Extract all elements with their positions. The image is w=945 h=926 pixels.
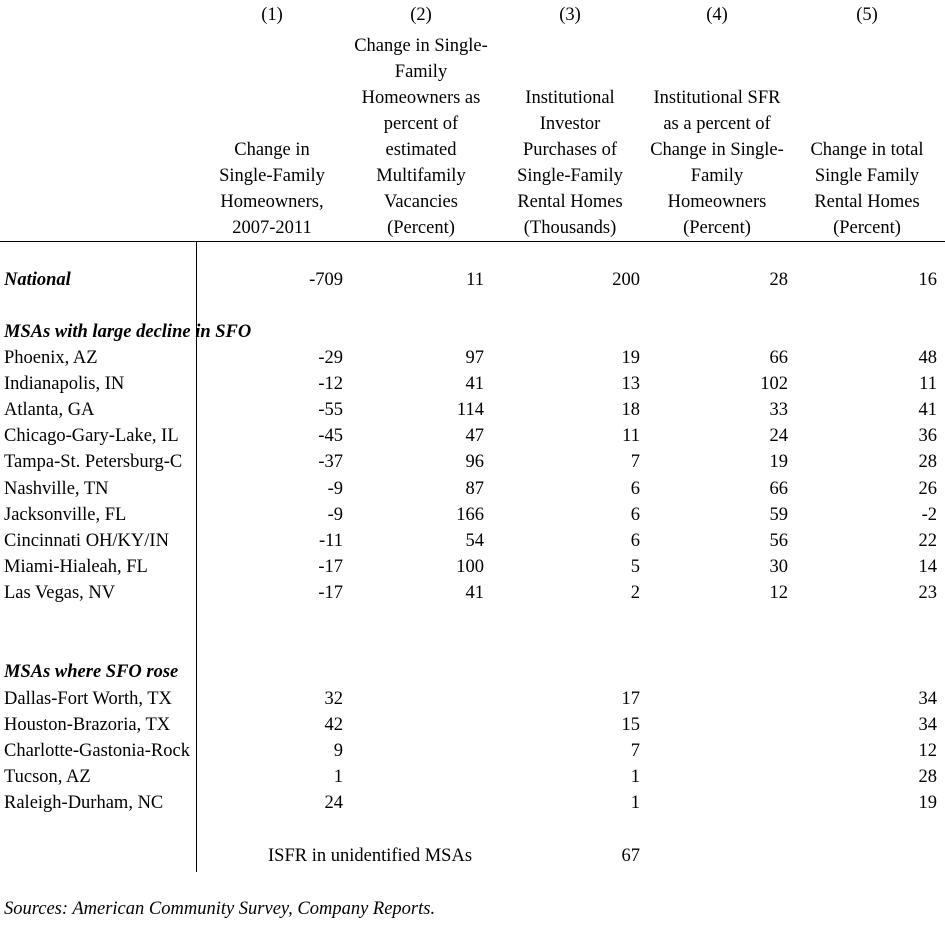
header-line: Change in total — [810, 140, 924, 160]
header-line: Investor — [539, 114, 601, 134]
row-label: Phoenix, AZ — [4, 348, 98, 368]
table-cell-col3: 2 — [630, 582, 640, 603]
table-cell-col1: -12 — [318, 374, 343, 395]
col-header-2 — [341, 33, 501, 241]
table-cell-col5: 34 — [918, 715, 937, 736]
table-cell-col5: -2 — [921, 504, 937, 525]
header-line: (Percent) — [683, 218, 751, 238]
table-cell-col2: 96 — [465, 452, 484, 473]
table-cell-col4: 66 — [769, 478, 788, 499]
row-label: Jacksonville, FL — [4, 504, 127, 525]
table-cell-col5: 14 — [918, 556, 937, 577]
table-cell-col2: 100 — [456, 556, 484, 577]
row-label: Las Vegas, NV — [4, 582, 116, 603]
col-number-4: (4) — [706, 5, 728, 25]
table-cell-col5: 23 — [918, 582, 937, 603]
table-cell-col3: 1 — [630, 793, 640, 814]
table-cell-col1: -29 — [318, 348, 343, 368]
header-rule — [0, 241, 945, 242]
table-cell-col4: 12 — [769, 582, 788, 603]
row-label: Houston-Brazoria, TX — [4, 715, 171, 736]
table-cell-col2: 166 — [456, 504, 484, 525]
table-cell-col3: 18 — [621, 400, 640, 421]
table-cell-col2: 41 — [465, 374, 484, 395]
table-cell-col4: 59 — [769, 504, 788, 525]
table-cell-col2: 47 — [465, 426, 484, 447]
col-header-1 — [192, 137, 352, 241]
table-cell-col5: 41 — [918, 400, 937, 421]
row-label: Nashville, TN — [4, 478, 109, 499]
sources-note: Sources: American Community Survey, Company Reports. — [4, 899, 436, 919]
col-number-5: (5) — [856, 5, 878, 25]
header-line: as a percent of — [663, 114, 771, 134]
table-cell-col3: 19 — [621, 348, 640, 368]
header-line: Vacancies — [384, 192, 458, 212]
table-cell-col1: -9 — [327, 478, 343, 499]
table-cell-col5: 28 — [918, 452, 937, 473]
table-cell-col4: 33 — [769, 400, 788, 421]
table-cell-col3: 5 — [630, 556, 640, 577]
header-line: Change in Single- — [650, 140, 784, 160]
table-cell-col5: 12 — [918, 741, 937, 762]
header-line: Homeowners — [667, 192, 767, 212]
header-line: Homeowners, — [220, 192, 324, 212]
table-cell-col3: 6 — [630, 530, 640, 551]
header-line: Institutional — [525, 88, 615, 108]
header-line: estimated — [385, 140, 457, 160]
row-label: Tucson, AZ — [4, 767, 91, 788]
table-cell-col1: 1 — [333, 767, 343, 788]
header-line: Family — [690, 166, 744, 186]
table-cell-col5: 28 — [918, 767, 937, 788]
row-label: Charlotte-Gastonia-Rock — [4, 741, 190, 762]
national-col3: 200 — [612, 270, 640, 290]
header-line: Homeowners as — [361, 88, 481, 108]
table-cell-col4: 30 — [769, 556, 788, 577]
table-cell-col3: 7 — [630, 741, 640, 762]
table-cell-col3: 7 — [630, 452, 640, 473]
table-cell-col1: -9 — [327, 504, 343, 525]
table-cell-col4: 24 — [769, 426, 788, 447]
table-cell-col1: -55 — [318, 400, 343, 421]
row-label: Raleigh-Durham, NC — [4, 793, 164, 814]
table-cell-col1: 9 — [333, 741, 343, 762]
table-cell-col5: 48 — [918, 348, 937, 368]
header-line: Institutional SFR — [653, 88, 781, 108]
national-col4: 28 — [769, 270, 788, 290]
table-cell-col1: -45 — [318, 426, 343, 447]
header-line: Purchases of — [522, 140, 618, 160]
header-line: (Thousands) — [523, 218, 617, 238]
table-cell-col2: 41 — [465, 582, 484, 603]
table-cell-col5: 22 — [918, 530, 937, 551]
header-line: Multifamily — [376, 166, 466, 186]
row-label: Chicago-Gary-Lake, IL — [4, 426, 179, 447]
table-cell-col4: 56 — [769, 530, 788, 551]
table-cell-col4: 19 — [769, 452, 788, 473]
row-label: Miami-Hialeah, FL — [4, 556, 148, 577]
col-header-5 — [787, 137, 945, 241]
col-number-2: (2) — [410, 5, 432, 25]
header-line: (Percent) — [387, 218, 455, 238]
table-cell-col3: 11 — [622, 426, 640, 447]
table-cell-col5: 36 — [918, 426, 937, 447]
header-line: Rental Homes — [517, 192, 623, 212]
section-title-decline: MSAs with large decline in SFO — [4, 322, 252, 342]
table-cell-col2: 97 — [465, 348, 484, 368]
table-cell-col1: 24 — [324, 793, 343, 814]
table-cell-col3: 1 — [630, 767, 640, 788]
table-cell-col1: -11 — [319, 530, 343, 551]
header-line: (Percent) — [833, 218, 901, 238]
table-cell-col1: -17 — [318, 556, 343, 577]
col-number-1: (1) — [261, 5, 283, 25]
table-cell-col3: 13 — [621, 374, 640, 395]
table-cell-col3: 17 — [621, 689, 640, 709]
national-label: National — [4, 270, 71, 290]
table-cell-col1: 42 — [324, 715, 343, 736]
table-cell-col3: 6 — [630, 504, 640, 525]
header-line: Change in — [234, 140, 310, 160]
row-label: Cincinnati OH/KY/IN — [4, 530, 169, 551]
section-title-rose: MSAs where SFO rose — [4, 662, 179, 682]
table-cell-col2: 114 — [456, 400, 484, 421]
header-line: Single Family — [814, 166, 920, 186]
col-number-3: (3) — [559, 5, 581, 25]
national-col2: 11 — [466, 270, 484, 290]
national-col5: 16 — [918, 270, 937, 290]
table-cell-col5: 34 — [918, 689, 937, 709]
col-header-3 — [490, 85, 650, 241]
col-header-4 — [637, 85, 797, 241]
table-cell-col2: 87 — [465, 478, 484, 499]
table-cell-col5: 19 — [918, 793, 937, 814]
national-col1: -709 — [309, 270, 343, 290]
table-cell-col1: 32 — [324, 689, 343, 709]
header-line: 2007-2011 — [232, 218, 312, 238]
header-line: Single-Family — [219, 166, 325, 186]
table-cell-col3: 6 — [630, 478, 640, 499]
unidentified-label: ISFR in unidentified MSAs — [268, 846, 473, 866]
table-cell-col4: 102 — [760, 374, 788, 395]
row-label: Dallas-Fort Worth, TX — [4, 689, 172, 709]
header-line: Rental Homes — [814, 192, 920, 212]
table-cell-col1: -37 — [318, 452, 343, 473]
table-cell-col3: 15 — [621, 715, 640, 736]
table-cell-col5: 26 — [918, 478, 937, 499]
table-cell-col2: 54 — [465, 530, 484, 551]
row-label: Tampa-St. Petersburg-C — [4, 452, 183, 473]
unidentified-value: 67 — [621, 846, 640, 866]
table-cell-col5: 11 — [919, 374, 937, 395]
header-line: Change in Single- — [354, 36, 488, 56]
header-line: Single-Family — [517, 166, 623, 186]
table-cell-col4: 66 — [769, 348, 788, 368]
row-label: Atlanta, GA — [4, 400, 95, 421]
row-label: Indianapolis, IN — [4, 374, 125, 395]
header-line: Family — [394, 62, 448, 82]
header-line: percent of — [383, 114, 459, 134]
table-cell-col1: -17 — [318, 582, 343, 603]
